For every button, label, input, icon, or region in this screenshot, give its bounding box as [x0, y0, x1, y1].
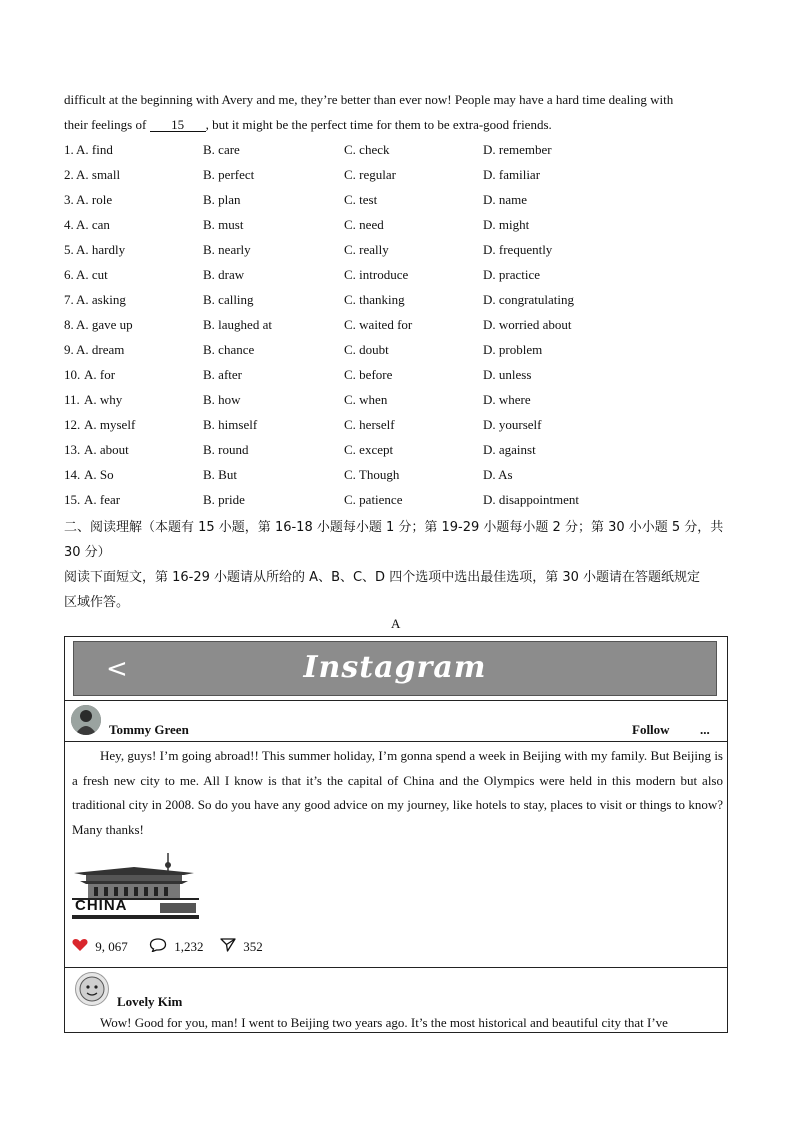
option-d[interactable]: D. unless	[483, 367, 532, 382]
option-b[interactable]: B. round	[203, 442, 249, 457]
post-divider	[65, 967, 727, 968]
question-number: 12.	[64, 417, 81, 432]
comment-count: 1,232	[174, 939, 204, 954]
passage-line-2	[64, 117, 552, 133]
question-number: 1.	[64, 142, 74, 157]
option-c[interactable]: C. patience	[344, 492, 403, 507]
author-divider	[65, 741, 727, 742]
option-d[interactable]: D. practice	[483, 267, 541, 282]
option-a[interactable]: A. small	[76, 167, 121, 182]
option-a[interactable]: A. find	[76, 142, 113, 157]
avatar[interactable]	[71, 705, 101, 735]
option-c[interactable]: C. need	[344, 217, 384, 232]
option-a[interactable]: A. dream	[76, 342, 125, 357]
option-b[interactable]: B. care	[203, 142, 240, 157]
person-avatar-icon	[71, 705, 101, 735]
option-b[interactable]: B. pride	[203, 492, 245, 507]
option-d[interactable]: D. congratulating	[483, 292, 574, 307]
like-button[interactable]	[72, 938, 128, 955]
option-b[interactable]: B. But	[203, 467, 237, 482]
post-text: Hey, guys! I’m going abroad!! This summer holiday, I’m gonna spend a week in Beijing with my family. But Beijing is a fresh new city to me. All I know is that it’s the capital of China and the Olympics were held in this modern but also traditional city in 2008. So do you have any good advice on my journey, like hotels to stay, places to visit or things to know? Many thanks!	[72, 748, 723, 838]
option-d[interactable]: D. name	[483, 192, 528, 207]
more-options-button[interactable]: ...	[700, 722, 710, 737]
option-a[interactable]: A. hardly	[76, 242, 126, 257]
passage-label: A	[391, 616, 401, 631]
option-d[interactable]: D. familiar	[483, 167, 541, 182]
app-header	[73, 641, 717, 696]
option-d[interactable]: D. frequently	[483, 242, 553, 257]
option-c[interactable]: C. except	[344, 442, 394, 457]
option-c[interactable]: C. regular	[344, 167, 396, 182]
option-a[interactable]: A. asking	[76, 292, 126, 307]
question-number: 7.	[64, 292, 74, 307]
option-c[interactable]: C. before	[344, 367, 393, 382]
option-b[interactable]: B. chance	[203, 342, 255, 357]
option-b[interactable]: B. how	[203, 392, 241, 407]
option-b[interactable]: B. plan	[203, 192, 241, 207]
question-number: 6.	[64, 267, 74, 282]
option-a[interactable]: A. why	[84, 392, 123, 407]
option-d[interactable]: D. disappointment	[483, 492, 580, 507]
option-c[interactable]: C. test	[344, 192, 378, 207]
question-number: 2.	[64, 167, 74, 182]
back-button[interactable]: <	[106, 654, 128, 684]
section-heading-line-2: 30 分）	[64, 545, 111, 560]
question-number: 8.	[64, 317, 74, 332]
option-a[interactable]: A. about	[84, 442, 129, 457]
option-a[interactable]: A. So	[84, 467, 114, 482]
post-author-name[interactable]: Tommy Green	[109, 722, 189, 737]
option-a[interactable]: A. cut	[76, 267, 108, 282]
question-number: 13.	[64, 442, 81, 457]
section-heading-line-1: 二、阅读理解（本题有 15 小题，第 16-18 小题每小题 1 分；第 19-29 小题每小题 2 分；第 30 小小题 5 分，共	[64, 520, 724, 535]
option-b[interactable]: B. after	[203, 367, 242, 382]
instruction-line-2: 区域作答。	[64, 595, 130, 610]
option-c[interactable]: C. herself	[344, 417, 395, 432]
question-number: 3.	[64, 192, 74, 207]
option-b[interactable]: B. nearly	[203, 242, 251, 257]
option-c[interactable]: C. when	[344, 392, 388, 407]
option-d[interactable]: D. As	[483, 467, 513, 482]
question-number: 14.	[64, 467, 81, 482]
option-b[interactable]: B. calling	[203, 292, 254, 307]
question-number: 15.	[64, 492, 81, 507]
passage-line-2-pre: their feelings of	[64, 117, 150, 132]
instagram-post-card	[64, 636, 728, 1033]
option-a[interactable]: A. gave up	[76, 317, 133, 332]
reply-author-name[interactable]: Lovely Kim	[117, 994, 183, 1009]
header-divider	[65, 700, 727, 701]
follow-button[interactable]: Follow	[632, 722, 670, 737]
option-d[interactable]: D. against	[483, 442, 536, 457]
question-number: 9.	[64, 342, 74, 357]
reply-avatar[interactable]	[75, 972, 109, 1006]
option-c[interactable]: C. introduce	[344, 267, 409, 282]
question-number: 11.	[64, 392, 80, 407]
option-a[interactable]: A. for	[84, 367, 116, 382]
option-b[interactable]: B. perfect	[203, 167, 255, 182]
instruction-line-1: 阅读下面短文，第 16-29 小题请从所给的 A、B、C、D 四个选项中选出最佳选项，第 30 小题请在答题纸规定	[64, 570, 701, 585]
share-button[interactable]	[220, 938, 263, 955]
heart-icon	[72, 938, 88, 952]
passage-line-2-post: , but it might be the perfect time for them to be extra-good friends.	[205, 117, 552, 132]
option-c[interactable]: C. doubt	[344, 342, 389, 357]
option-d[interactable]: D. problem	[483, 342, 543, 357]
share-count: 352	[243, 939, 263, 954]
option-a[interactable]: A. fear	[84, 492, 121, 507]
option-b[interactable]: B. draw	[203, 267, 245, 282]
cartoon-face-icon	[76, 973, 108, 1005]
option-d[interactable]: D. yourself	[483, 417, 542, 432]
option-c[interactable]: C. Though	[344, 467, 400, 482]
option-c[interactable]: C. waited for	[344, 317, 413, 332]
option-a[interactable]: A. myself	[84, 417, 136, 432]
send-icon	[220, 938, 236, 952]
option-d[interactable]: D. worried about	[483, 317, 572, 332]
like-count: 9, 067	[95, 939, 128, 954]
option-c[interactable]: C. really	[344, 242, 389, 257]
blank-15: 15	[150, 118, 206, 132]
comment-button[interactable]	[149, 938, 204, 955]
reply-text: Wow! Good for you, man! I went to Beijing two years ago. It’s the most historical and beautiful city that I’ve	[100, 1015, 668, 1030]
question-number: 4.	[64, 217, 74, 232]
question-number: 5.	[64, 242, 74, 257]
post-image[interactable]	[72, 851, 199, 919]
option-d[interactable]: D. might	[483, 217, 530, 232]
app-title: Instagram	[303, 650, 487, 685]
question-number: 10.	[64, 367, 81, 382]
option-a[interactable]: A. can	[76, 217, 110, 232]
option-b[interactable]: B. himself	[203, 417, 258, 432]
option-c[interactable]: C. check	[344, 142, 390, 157]
option-a[interactable]: A. role	[76, 192, 113, 207]
option-d[interactable]: D. where	[483, 392, 531, 407]
passage-line-1: difficult at the beginning with Avery and me, they’re better than ever now! People may have a hard time dealing with	[64, 92, 674, 107]
option-b[interactable]: B. must	[203, 217, 244, 232]
comment-icon	[149, 938, 167, 952]
option-d[interactable]: D. remember	[483, 142, 552, 157]
image-caption: CHINA	[75, 897, 128, 914]
option-b[interactable]: B. laughed at	[203, 317, 272, 332]
option-c[interactable]: C. thanking	[344, 292, 405, 307]
